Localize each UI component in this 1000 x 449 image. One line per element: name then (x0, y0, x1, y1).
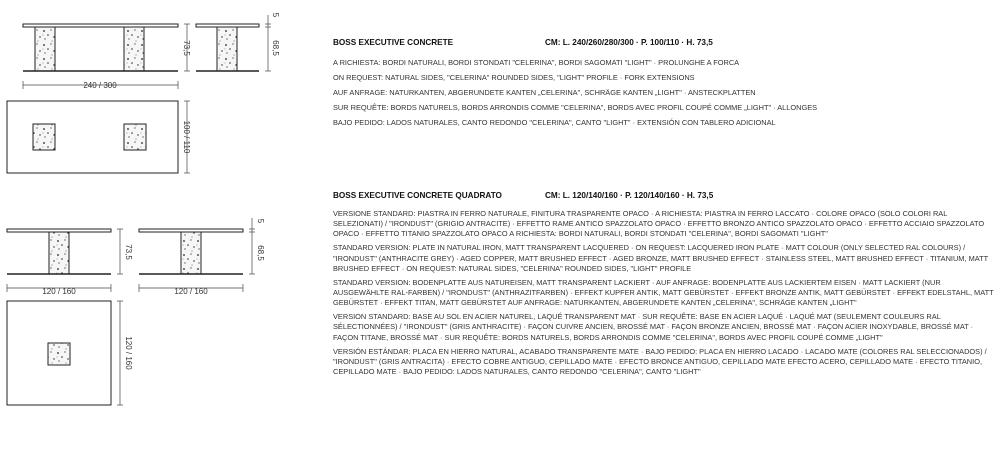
spec-block-en: STANDARD VERSION: PLATE IN NATURAL IRON, MATT TRANSPARENT LACQUERED · ON REQUEST: LACQUERED IRON PLATE · MATT COLOUR (ONLY SELECTED RAL COLOURS) / "IRONDUST" (ANTHRACITE GREY) · AGED COPPER, MATT BRUSHED EFFECT · AGED BRONZE, MATT BRUSHED EFFECT · STAINLESS STEEL, MATT BRUSHED EFFECT · TITANIUM, MATT BRUSHED EFFECT · ON REQUEST: NATURAL SIDES, "CELERINA" ROUNDED SIDES, "LIGHT" PROFILE (333, 243, 988, 273)
spec-block-it: VERSIONE STANDARD: PIASTRA IN FERRO NATURALE, FINITURA TRASPARENTE OPACO · A RICHIESTA: PIASTRA IN FERRO LACCATO · COLORE OPACO (SOLO COLORI RAL SELEZIONATI) / "IRONDUST" (GRIGIO ANTRACITE) · EFFETTO RAME ANTICO SPAZZOLATO OPACO · EFFETTO BRONZO ANTICO SPAZZOLATO OPACO · EFFETTO ACCIAIO SPAZZOLATO OPACO · EFFETTO TITANIO SPAZZOLATO OPACO A RICHIESTA: BORDI NATURALI, BORDI STONDATI "CELERINA", BORDI SAGOMATI "LIGHT" (333, 209, 985, 239)
spec-line-en: ON REQUEST: NATURAL SIDES, "CELERINA" ROUNDED SIDES, "LIGHT" PROFILE · FORK EXTENSIONS (333, 73, 695, 82)
square-front-width-label: 120 / 160 (42, 287, 76, 296)
spec-line-es: BAJO PEDIDO: LADOS NATURALES, CANTO REDONDO "CELERINA", CANTO "LIGHT" · EXTENSIÓN CON TABLERO ADICIONAL (333, 118, 776, 127)
spec-heading (333, 38, 995, 52)
square-front-height-label: 73,5 (124, 244, 133, 260)
spec-line-it: A RICHIESTA: BORDI NATURALI, BORDI STONDATI "CELERINA", BORDI SAGOMATI "LIGHT" · PROLUNGHE A FORCA (333, 58, 740, 67)
square-plan-depth-label: 120 / 160 (124, 336, 133, 370)
product-dimensions: CM: L. 240/260/280/300 · P. 100/110 · H. 73,5 (545, 38, 713, 47)
rect-table-side-view (196, 13, 280, 71)
square-side-height-label: 68,5 (256, 245, 265, 261)
spec-section-square (333, 191, 995, 381)
product-title: BOSS EXECUTIVE CONCRETE QUADRATO (333, 191, 502, 200)
square-side-width-label: 120 / 160 (174, 287, 208, 296)
rect-side-height-label: 68,5 (271, 40, 280, 56)
spec-block-de: STANDARD VERSION: BODENPLATTE AUS NATUREISEN, MATT TRANSPARENT LACKIERT · AUF ANFRAGE: BODENPLATTE AUS LACKIERTEM EISEN · MATT LACKIERT (NUR AUSGEWÄHLTE RAL-FARBEN) / "IRONDUST" (ANTHRAZITFARBEN) · EFFEKT KUPFER ANTIK, MATT GEBÜRSTET · EFFEKT BRONZE ANTIK, MATT GEBÜRSTET · EFFEKT EDELSTAHL, MATT GEBÜRSTET · EFFEKT TITAN, MATT GEBÜRSTET AUF ANFRAGE: NATURKANTEN, ABGERUNDETE KANTEN „CELERINA", SCHRÄGE KANTEN „LIGHT" (333, 277, 994, 308)
rect-plan-depth-label: 100 / 110 (182, 120, 191, 154)
spec-line-de: AUF ANFRAGE: NATURKANTEN, ABGERUNDETE KANTEN „CELERINA", SCHRÄGE KANTEN „LIGHT" · ANSTECKPLATTEN (333, 88, 756, 97)
square-table-side-view (139, 218, 265, 296)
square-table-front-view (7, 229, 133, 296)
spec-heading (333, 191, 995, 205)
rect-side-top-label: 5 (271, 12, 280, 18)
spec-line-fr: SUR REQUÊTE: BORDS NATURELS, BORDS ARRONDIS COMME "CELERINA", BORDS AVEC PROFIL COUPÉ COMME „LIGHT" · ALLONGES (333, 103, 818, 112)
product-dimensions: CM: L. 120/140/160 · P. 120/140/160 · H. 73,5 (545, 191, 714, 200)
rect-table-front-view (23, 24, 191, 90)
rect-front-width-label: 240 / 300 (83, 81, 117, 90)
spec-block-fr: VERSION STANDARD: BASE AU SOL EN ACIER NATUREL, LAQUÉ TRANSPARENT MAT · SUR REQUÊTE: BASE EN ACIER LAQUÉ · LAQUÉ MAT (SEULEMENT COULEURS RAL SÉLECTIONNÉES) / "IRONDUST" (GRIS ANTHRACITE) · FAÇON CUIVRE ANCIEN, BROSSÉ MAT · FAÇON BRONZE ANCIEN, BROSSÉ MAT · FAÇON ACIER INOXYDABLE, BROSSÉ MAT · FAÇON TITANE, BROSSÉ MAT · SUR REQUÊTE: BORDS NATURELS, BORDS ARRONDIS COMME "CELERINA", BORDS AVEC PROFIL COUPÉ COMME „LIGHT" (333, 312, 974, 342)
square-side-top-label: 5 (256, 218, 265, 224)
rect-front-height-label: 73,5 (182, 40, 191, 56)
rect-table-plan-view (7, 101, 191, 173)
technical-drawings (0, 0, 330, 449)
square-table-plan-view (7, 301, 133, 405)
product-title: BOSS EXECUTIVE CONCRETE (333, 38, 454, 47)
spec-section-rectangular (333, 38, 995, 128)
spec-block-es: VERSIÓN ESTÁNDAR: PLACA EN HIERRO NATURAL, ACABADO TRANSPARENTE MATE · BAJO PEDIDO: PLACA EN HIERRO LACADO · LACADO MATE (COLORES RAL SELECCIONADOS) / "IRONDUST" (GRIS ANTRACITA) · EFECTO COBRE ANTIGUO, CEPILLADO MATE · EFECTO BRONCE ANTIGUO, CEPILLADO MATE EFECTO ACERO, CEPILLADO MATE · EFECTO TITANIO, CEPILLADO MATE · BAJO PEDIDO: LADOS NATURALES, CANTO REDONDO "CELERINA", CANTO "LIGHT" (333, 346, 987, 377)
